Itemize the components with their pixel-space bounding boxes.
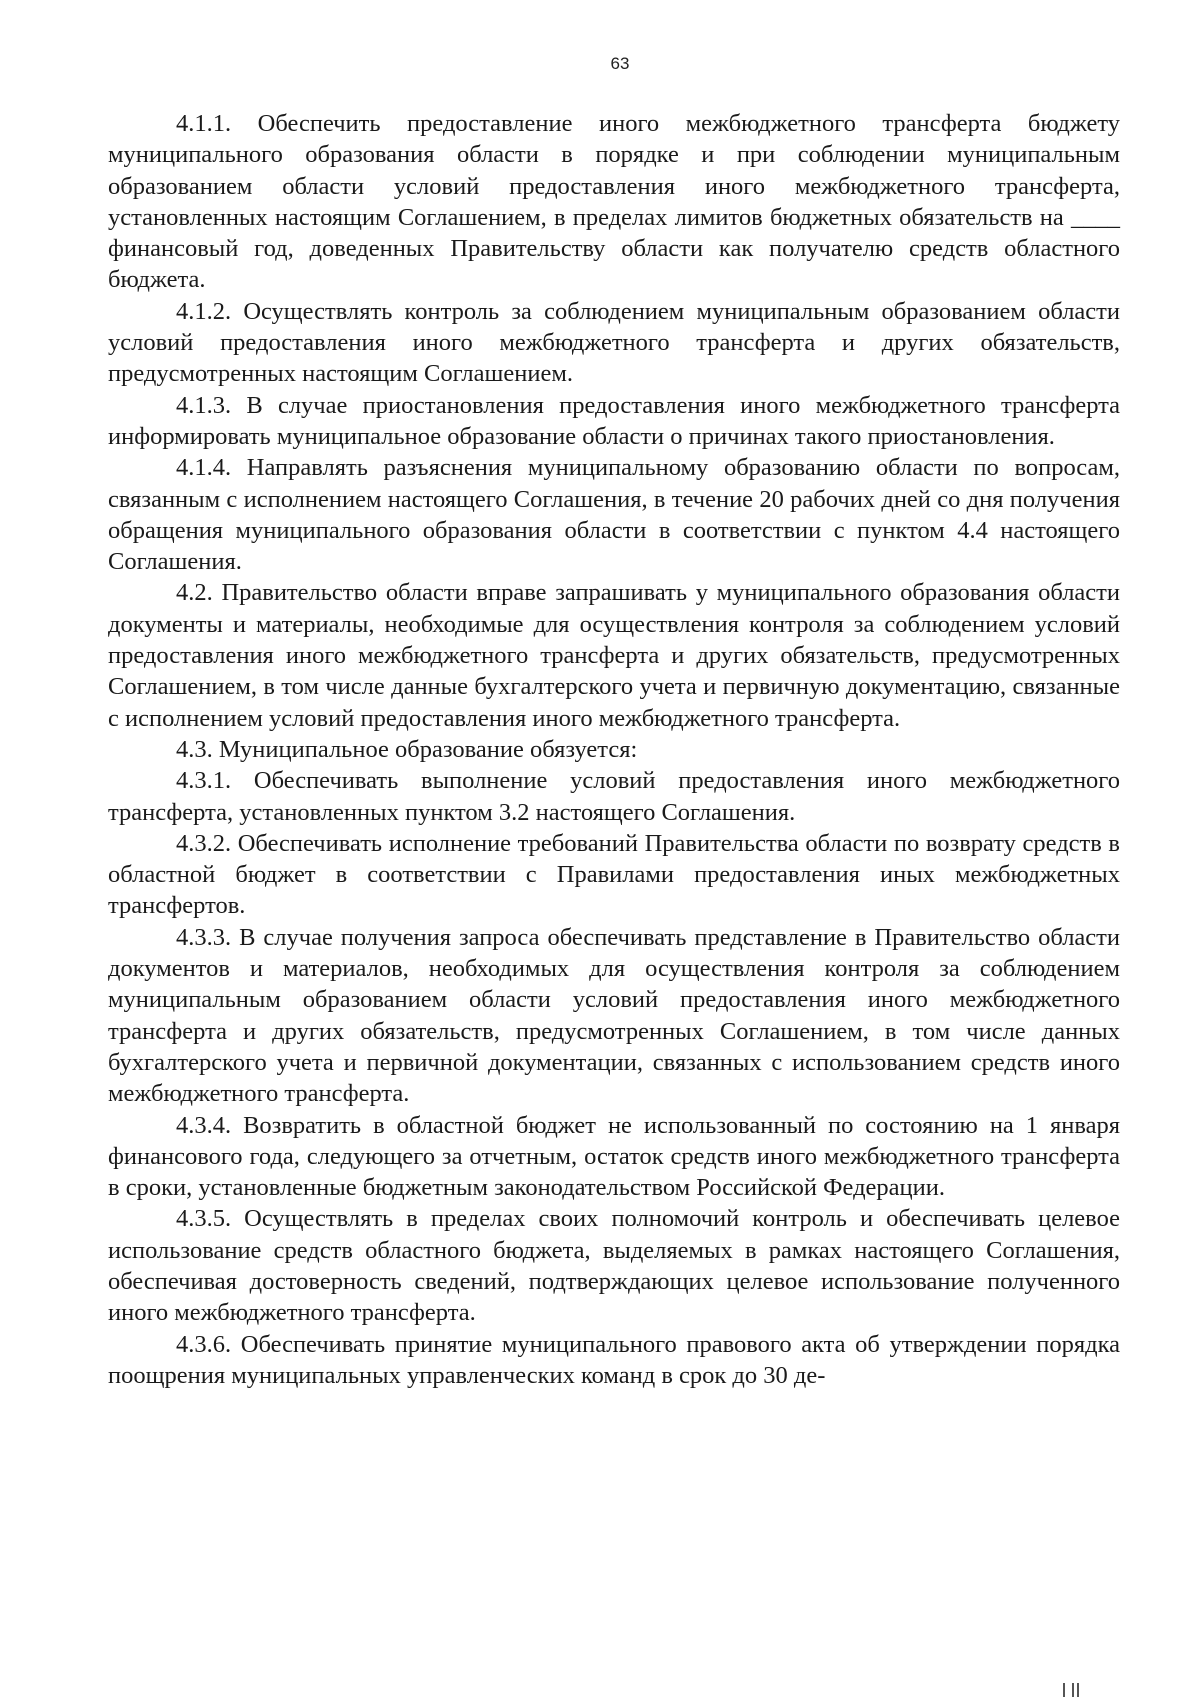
paragraph-4-3-4: 4.3.4. Возвратить в областной бюджет не использованный по состоянию на 1 января финансового года, следующего за отчетным, остаток средств иного межбюджетного трансферта в сроки, установленные бюджетным законодательством Российской Федерации. xyxy=(108,1111,1120,1202)
paragraph-4-2: 4.2. Правительство области вправе запрашивать у муниципального образования области документы и материалы, необходимые для осуществления контроля за соблюдением условий предоставления иного межбюджетного трансферта и других обязательств, предусмотренных Соглашением, в том числе данные бухгалтерского учета и первичную документацию, связанные с исполнением условий предоставления иного межбюджетного трансферта. xyxy=(108,579,1120,732)
scan-edge-mark xyxy=(1063,1683,1081,1697)
paragraph-4-3-6: 4.3.6. Обеспечивать принятие муниципального правового акта об утверждении порядка поощрения муниципальных управленческих команд в срок до 30 де- xyxy=(108,1330,1120,1389)
paragraph-4-1-2: 4.1.2. Осуществлять контроль за соблюдением муниципальным образованием области условий предоставления иного межбюджетного трансферта и других обязательств, предусмотренных настоящим Соглашением. xyxy=(108,297,1120,388)
paragraph-4-3-1: 4.3.1. Обеспечивать выполнение условий предоставления иного межбюджетного трансферта, установленных пунктом 3.2 настоящего Соглашения. xyxy=(108,767,1120,826)
paragraph-4-1-3: 4.1.3. В случае приостановления предоставления иного межбюджетного трансферта информировать муниципальное образование области о причинах такого приостановления. xyxy=(108,391,1120,450)
paragraph-4-3-5: 4.3.5. Осуществлять в пределах своих полномочий контроль и обеспечивать целевое использование средств областного бюджета, выделяемых в рамках настоящего Соглашения, обеспечивая достоверность сведений, подтверждающих целевое использование полученного иного межбюджетного трансферта. xyxy=(108,1205,1120,1327)
paragraph-4-1-1: 4.1.1. Обеспечить предоставление иного межбюджетного трансферта бюджету муниципального образования области в порядке и при соблюдении муниципальным образованием области условий предоставления иного межбюджетного трансферта, установленных настоящим Соглашением, в пределах лимитов бюджетных обязательств на ____ финансовый год, доведенных Правительству области как получателю средств областного бюджета. xyxy=(108,110,1120,294)
document-body xyxy=(108,108,1120,1391)
paragraph-4-3-2: 4.3.2. Обеспечивать исполнение требований Правительства области по возврату средств в областной бюджет в соответствии с Правилами предоставления иных межбюджетных трансфертов. xyxy=(108,829,1120,920)
paragraph-4-3: 4.3. Муниципальное образование обязуется: xyxy=(176,735,638,763)
paragraph-4-3-3: 4.3.3. В случае получения запроса обеспечивать представление в Правительство области документов и материалов, необходимых для осуществления контроля за соблюдением муниципальным образованием области условий предоставления иного межбюджетного трансферта и других обязательств, предусмотренных Соглашением, в том числе данных бухгалтерского учета и первичной документации, связанных с использованием средств иного межбюджетного трансферта. xyxy=(108,923,1120,1108)
page-number: 63 xyxy=(610,54,630,73)
paragraph-4-1-4: 4.1.4. Направлять разъяснения муниципальному образованию области по вопросам, связанным с исполнением настоящего Соглашения, в течение 20 рабочих дней со дня получения обращения муниципального образования области в соответствии с пунктом 4.4 настоящего Соглашения. xyxy=(108,454,1120,576)
